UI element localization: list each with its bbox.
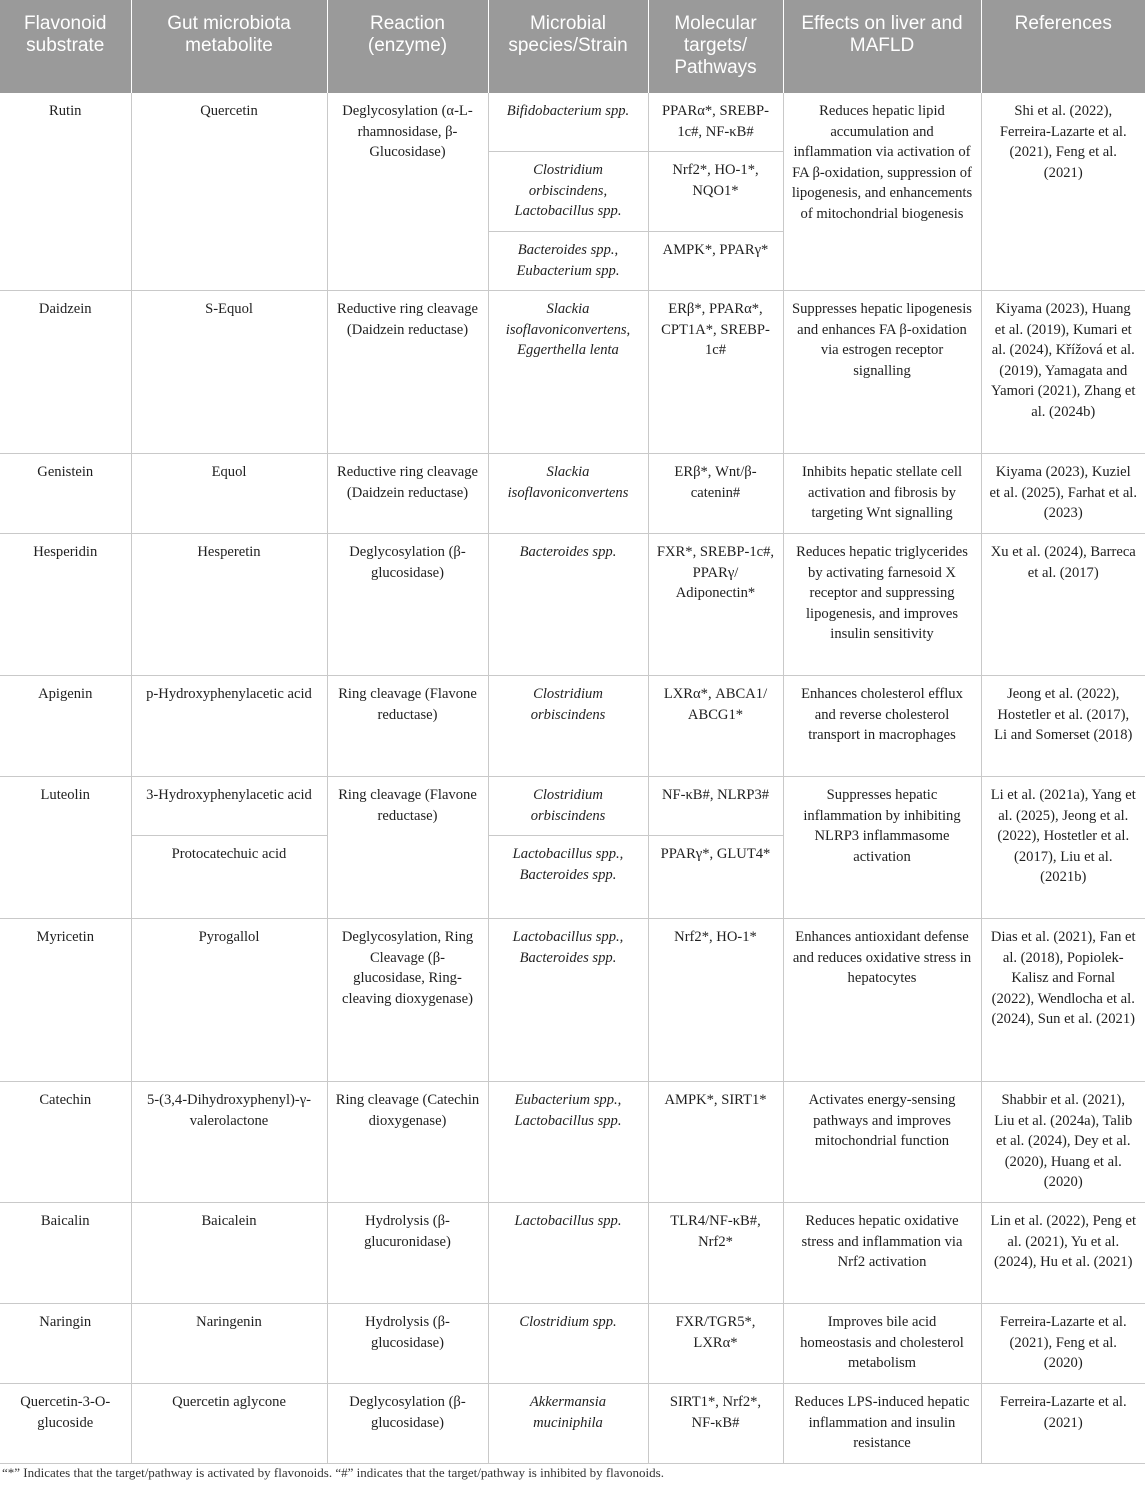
table-row [0, 1203, 1145, 1304]
targets-cell: LXRα*, ABCA1/ ABCG1* [648, 676, 783, 777]
targets-cell: ERβ*, Wnt/β-catenin# [648, 454, 783, 534]
metabolite-cell: p-Hydroxyphenylacetic acid [131, 676, 327, 777]
targets-cell: FXR/TGR5*, LXRα* [648, 1304, 783, 1384]
substrate-cell: Myricetin [0, 919, 131, 1082]
targets-cell: PPARα*, SREBP-1c#, NF-κB# [648, 93, 783, 152]
header-flavonoid-substrate: Flavonoid substrate [0, 0, 131, 93]
targets-cell: NF-κB#, NLRP3# [648, 777, 783, 836]
substrate-cell: Rutin [0, 93, 131, 291]
targets-cell: SIRT1*, Nrf2*, NF-κB# [648, 1384, 783, 1464]
references-cell: Li et al. (2021a), Yang et al. (2025), Jeong et al. (2022), Hostetler et al. (2017), Liu et al. (2021b) [981, 777, 1145, 919]
species-cell: Clostridium orbiscindens [488, 676, 648, 777]
reaction-cell: Hydrolysis (β-glucuronidase) [327, 1203, 488, 1304]
reaction-cell: Ring cleavage (Flavone reductase) [327, 777, 488, 919]
targets-cell: AMPK*, SIRT1* [648, 1082, 783, 1203]
effects-cell: Activates energy-sensing pathways and improves mitochondrial function [783, 1082, 981, 1203]
metabolite-cell: Protocatechuic acid [131, 836, 327, 919]
substrate-cell: Quercetin-3-O-glucoside [0, 1384, 131, 1464]
table-row [0, 777, 1145, 836]
species-cell: Bacteroides spp., Eubacterium spp. [488, 232, 648, 291]
reaction-cell: Reductive ring cleavage (Daidzein reductase) [327, 291, 488, 454]
reaction-cell: Reductive ring cleavage (Daidzein reductase) [327, 454, 488, 534]
table-row [0, 534, 1145, 676]
references-cell: Xu et al. (2024), Barreca et al. (2017) [981, 534, 1145, 676]
effects-cell: Enhances antioxidant defense and reduces oxidative stress in hepatocytes [783, 919, 981, 1082]
table-row [0, 1384, 1145, 1464]
reaction-cell: Deglycosylation, Ring Cleavage (β-glucosidase, Ring-cleaving dioxygenase) [327, 919, 488, 1082]
metabolite-cell: S-Equol [131, 291, 327, 454]
substrate-cell: Genistein [0, 454, 131, 534]
reaction-cell: Ring cleavage (Flavone reductase) [327, 676, 488, 777]
metabolite-cell: Quercetin aglycone [131, 1384, 327, 1464]
substrate-cell: Hesperidin [0, 534, 131, 676]
targets-cell: PPARγ*, GLUT4* [648, 836, 783, 919]
reaction-cell: Deglycosylation (β-glucosidase) [327, 1384, 488, 1464]
substrate-cell: Luteolin [0, 777, 131, 919]
header-molecular-targets: Molecular targets/ Pathways [648, 0, 783, 93]
effects-cell: Suppresses hepatic lipogenesis and enhances FA β-oxidation via estrogen receptor signalling [783, 291, 981, 454]
header-row [0, 0, 1145, 93]
species-cell: Lactobacillus spp. [488, 1203, 648, 1304]
substrate-cell: Baicalin [0, 1203, 131, 1304]
targets-cell: Nrf2*, HO-1* [648, 919, 783, 1082]
references-cell: Dias et al. (2021), Fan et al. (2018), Popiolek-Kalisz and Fornal (2022), Wendlocha et al. (2024), Sun et al. (2021) [981, 919, 1145, 1082]
metabolite-cell: Quercetin [131, 93, 327, 291]
substrate-cell: Catechin [0, 1082, 131, 1203]
species-cell: Eubacterium spp., Lactobacillus spp. [488, 1082, 648, 1203]
header-gut-microbiota-metabolite: Gut microbiota metabolite [131, 0, 327, 93]
effects-cell: Reduces hepatic triglycerides by activating farnesoid X receptor and suppressing lipogenesis, and improves insulin sensitivity [783, 534, 981, 676]
references-cell: Ferreira-Lazarte et al. (2021) [981, 1384, 1145, 1464]
reaction-cell: Ring cleavage (Catechin dioxygenase) [327, 1082, 488, 1203]
table-row [0, 1304, 1145, 1384]
reaction-cell: Deglycosylation (α-L-rhamnosidase, β-Glucosidase) [327, 93, 488, 291]
species-cell: Slackia isoflavoniconvertens, Eggerthella lenta [488, 291, 648, 454]
table-row [0, 291, 1145, 454]
species-cell: Lactobacillus spp., Bacteroides spp. [488, 836, 648, 919]
effects-cell: Reduces hepatic oxidative stress and inflammation via Nrf2 activation [783, 1203, 981, 1304]
effects-cell: Enhances cholesterol efflux and reverse cholesterol transport in macrophages [783, 676, 981, 777]
targets-cell: ERβ*, PPARα*, CPT1A*, SREBP-1c# [648, 291, 783, 454]
species-cell: Bacteroides spp. [488, 534, 648, 676]
metabolite-cell: Pyrogallol [131, 919, 327, 1082]
effects-cell: Improves bile acid homeostasis and cholesterol metabolism [783, 1304, 981, 1384]
references-cell: Ferreira-Lazarte et al. (2021), Feng et al. (2020) [981, 1304, 1145, 1384]
table-footnote: “*” Indicates that the target/pathway is activated by flavonoids. “#” indicates that the target/pathway is inhibited by flavonoids. [2, 1465, 664, 1480]
targets-cell: FXR*, SREBP-1c#, PPARγ/ Adiponectin* [648, 534, 783, 676]
targets-cell: Nrf2*, HO-1*, NQO1* [648, 152, 783, 232]
header-microbial-species: Microbial species/Strain [488, 0, 648, 93]
substrate-cell: Apigenin [0, 676, 131, 777]
metabolite-cell: Naringenin [131, 1304, 327, 1384]
metabolite-cell: Equol [131, 454, 327, 534]
species-cell: Akkermansia muciniphila [488, 1384, 648, 1464]
header-references: References [981, 0, 1145, 93]
references-cell: Kiyama (2023), Kuziel et al. (2025), Farhat et al. (2023) [981, 454, 1145, 534]
effects-cell: Suppresses hepatic inflammation by inhibiting NLRP3 inflammasome activation [783, 777, 981, 919]
substrate-cell: Daidzein [0, 291, 131, 454]
metabolite-cell: Baicalein [131, 1203, 327, 1304]
table-row [0, 919, 1145, 1082]
species-cell: Lactobacillus spp., Bacteroides spp. [488, 919, 648, 1082]
header-reaction: Reaction (enzyme) [327, 0, 488, 93]
table-row [0, 93, 1145, 152]
references-cell: Jeong et al. (2022), Hostetler et al. (2017), Li and Somerset (2018) [981, 676, 1145, 777]
reaction-cell: Deglycosylation (β-glucosidase) [327, 534, 488, 676]
table-row [0, 454, 1145, 534]
header-effects: Effects on liver and MAFLD [783, 0, 981, 93]
effects-cell: Reduces LPS-induced hepatic inflammation and insulin resistance [783, 1384, 981, 1464]
species-cell: Bifidobacterium spp. [488, 93, 648, 152]
metabolite-cell: 3-Hydroxyphenylacetic acid [131, 777, 327, 836]
targets-cell: AMPK*, PPARγ* [648, 232, 783, 291]
table-row [0, 1082, 1145, 1203]
table-row [0, 676, 1145, 777]
substrate-cell: Naringin [0, 1304, 131, 1384]
species-cell: Clostridium orbiscindens [488, 777, 648, 836]
species-cell: Clostridium spp. [488, 1304, 648, 1384]
effects-cell: Reduces hepatic lipid accumulation and inflammation via activation of FA β-oxidation, suppression of lipogenesis, and enhancements of mitochondrial biogenesis [783, 93, 981, 291]
references-cell: Kiyama (2023), Huang et al. (2019), Kumari et al. (2024), Křížová et al. (2019), Yamagata and Yamori (2021), Zhang et al. (2024b) [981, 291, 1145, 454]
references-cell: Lin et al. (2022), Peng et al. (2021), Yu et al. (2024), Hu et al. (2021) [981, 1203, 1145, 1304]
species-cell: Slackia isoflavoniconvertens [488, 454, 648, 534]
species-cell: Clostridium orbiscindens, Lactobacillus spp. [488, 152, 648, 232]
effects-cell: Inhibits hepatic stellate cell activation and fibrosis by targeting Wnt signalling [783, 454, 981, 534]
reaction-cell: Hydrolysis (β-glucosidase) [327, 1304, 488, 1384]
metabolite-cell: Hesperetin [131, 534, 327, 676]
metabolite-cell: 5-(3,4-Dihydroxyphenyl)-γ-valerolactone [131, 1082, 327, 1203]
references-cell: Shabbir et al. (2021), Liu et al. (2024a), Talib et al. (2024), Dey et al. (2020), Huang et al. (2020) [981, 1082, 1145, 1203]
targets-cell: TLR4/NF-κB#, Nrf2* [648, 1203, 783, 1304]
references-cell: Shi et al. (2022), Ferreira-Lazarte et al. (2021), Feng et al. (2021) [981, 93, 1145, 291]
